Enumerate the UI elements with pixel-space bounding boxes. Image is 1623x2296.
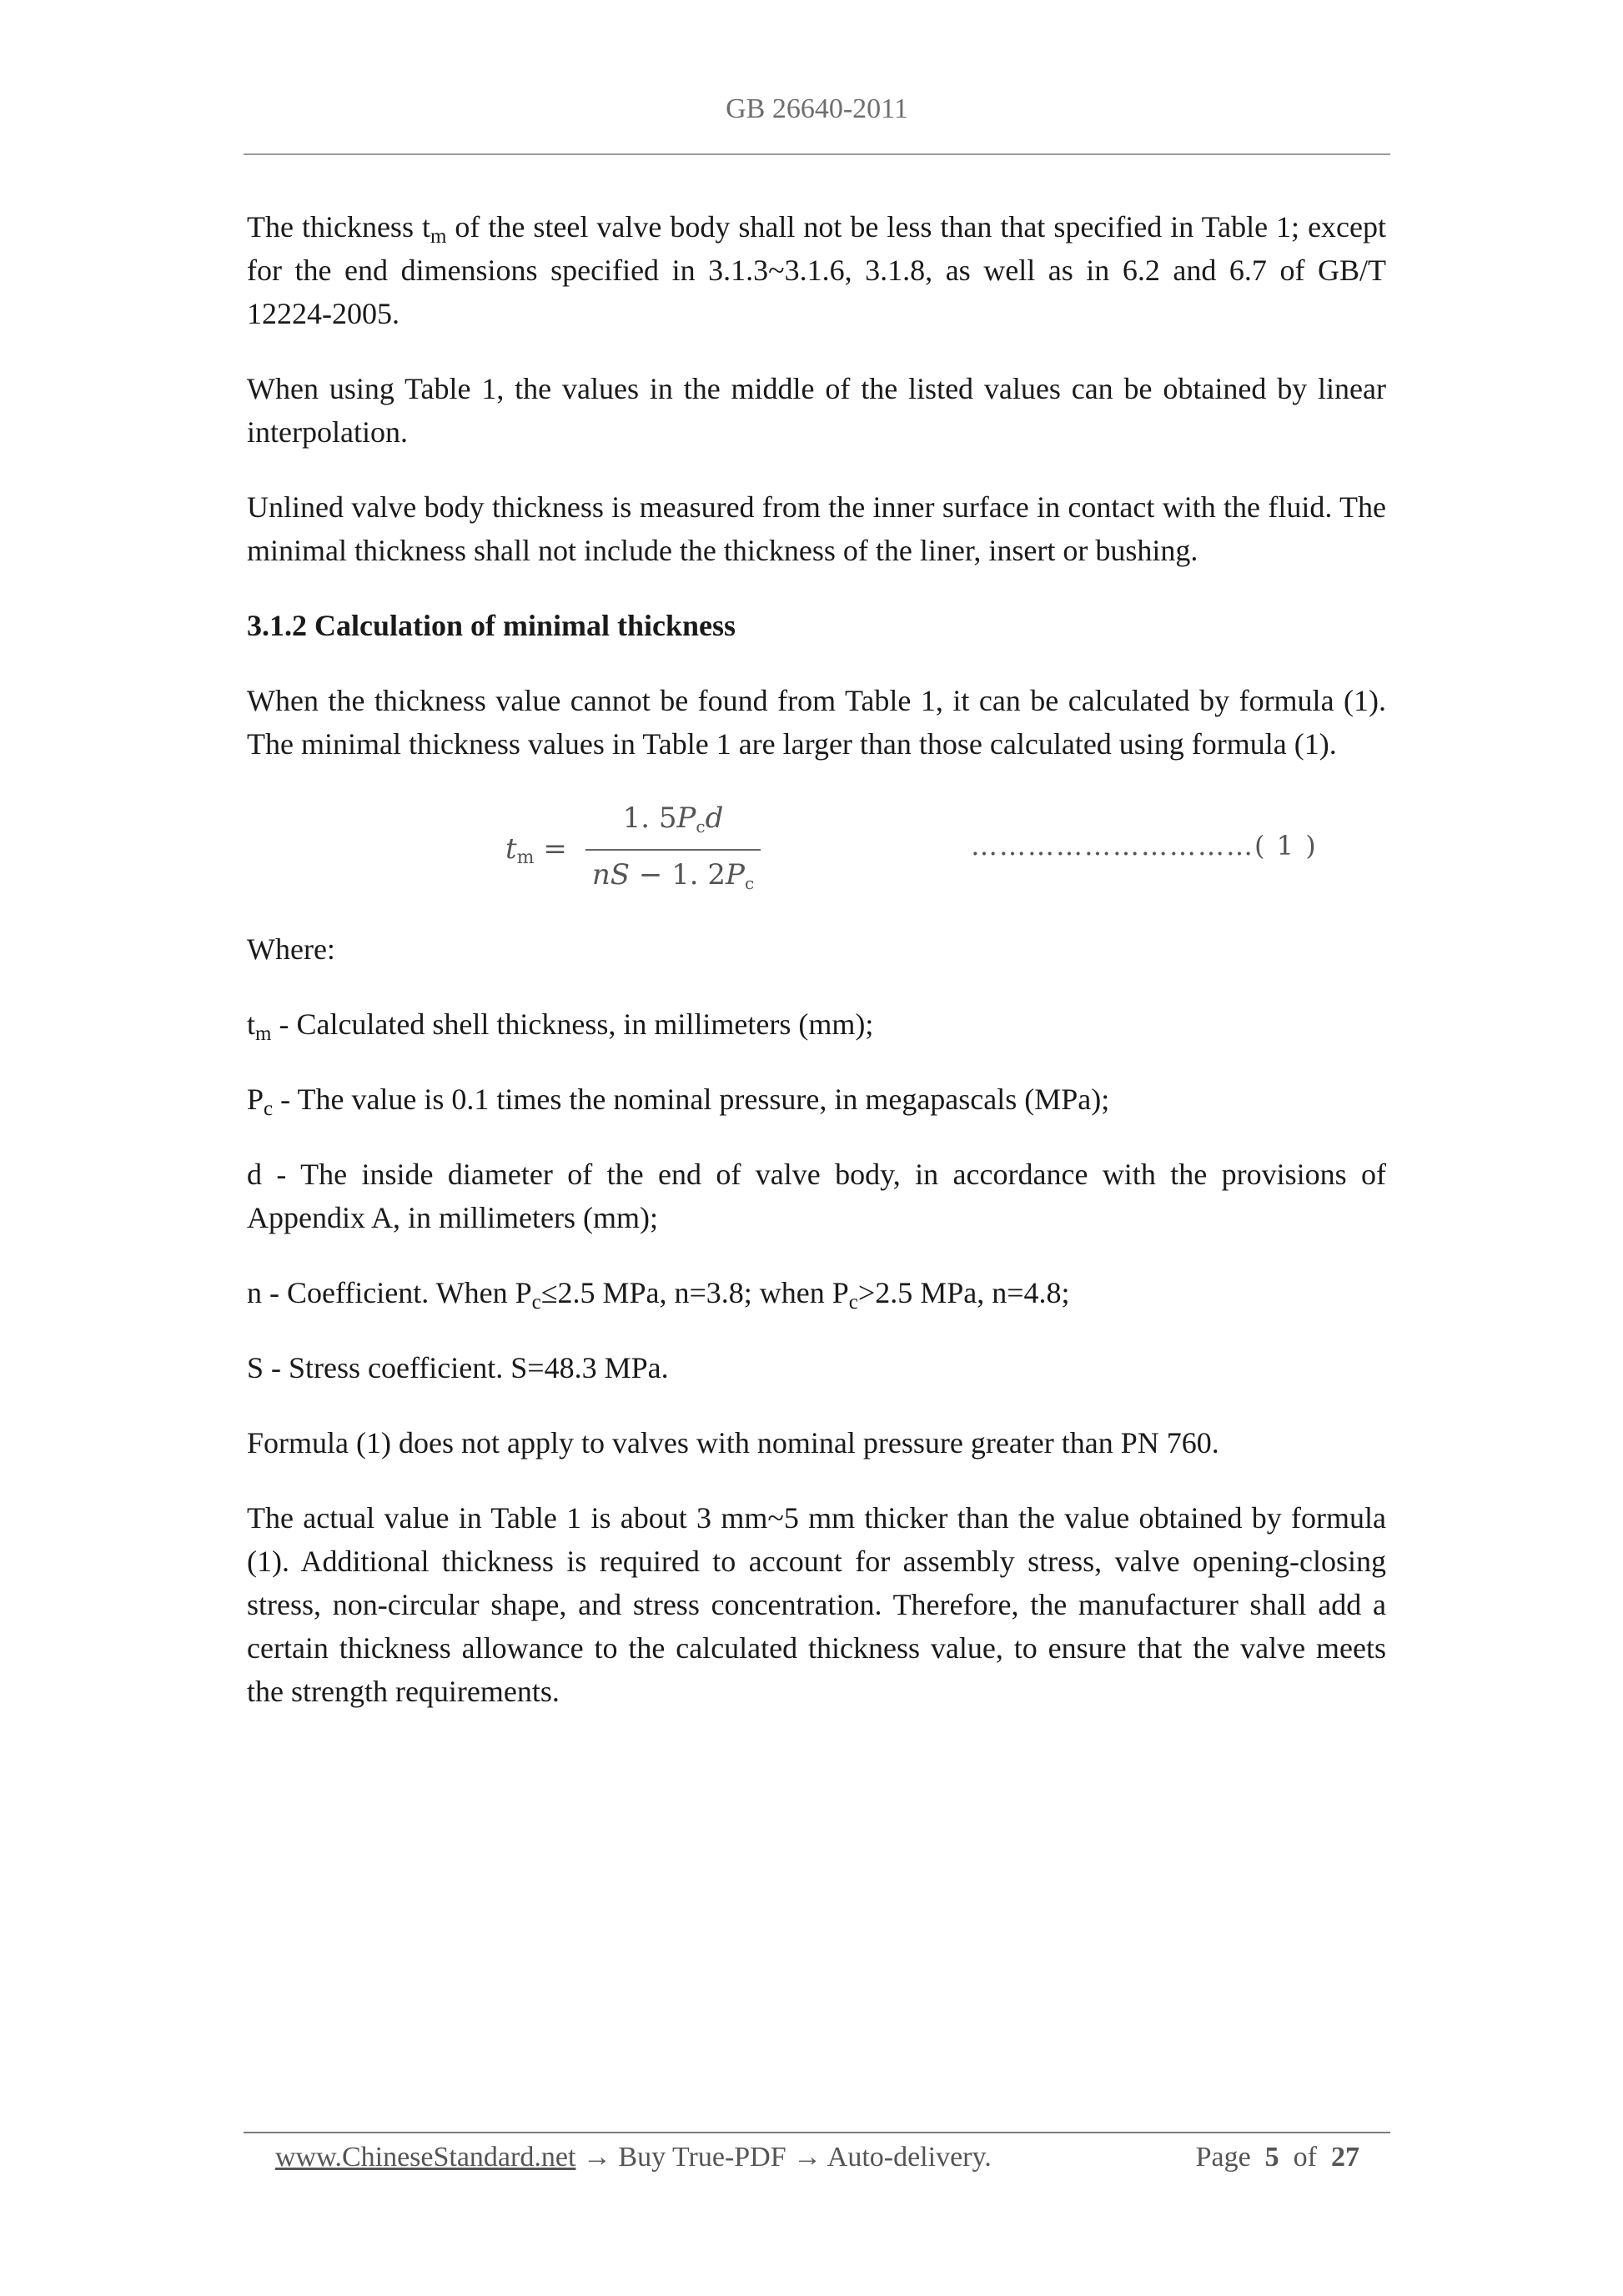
page-label: Page [1195,2142,1251,2173]
formula-subscript: c [744,873,755,893]
formula-subscript: c [696,816,706,837]
subscript: m [255,1022,272,1045]
page-of: of [1293,2142,1317,2173]
header-divider [244,153,1390,155]
formula-coefficient: − 1. 2 [630,858,726,892]
subscript: c [264,1098,274,1120]
fraction-bar [585,849,761,851]
formula-symbol: d [705,801,724,835]
formula-symbol: nS [591,858,631,892]
text: ≤2.5 MPa, n=3.8; when P [540,1276,849,1309]
text: n - Coefficient. When P [247,1276,532,1309]
delivery-text: Auto-delivery. [827,2142,992,2173]
paragraph-thickness-requirement [247,205,1386,335]
page-footer [275,2137,1359,2178]
formula-subscript: m [516,847,535,868]
document-body [247,205,1386,1745]
text: - The value is 0.1 times the nominal pressure, in megapascals (MPa); [273,1083,1110,1116]
definition-tm [247,1002,1386,1046]
footer-divider [244,2132,1390,2133]
formula-lhs [505,827,567,880]
definition-n [247,1271,1386,1314]
text: - Calculated shell thickness, in millimeters (mm); [271,1007,874,1041]
definition-pc [247,1078,1386,1121]
formula-numerator [585,797,761,847]
formula-fraction [585,797,761,904]
text: of the steel valve body shall not be less than that specified in Table 1; except for the end dimensions specified in 3.1.3~3.1.6, 3.1.8, as well as in 6.2 and 6.7 of GB/T 12224-2005. [247,210,1387,330]
formula-symbol: P [726,858,745,892]
section-heading: 3.1.2 Calculation of minimal thickness [247,609,736,642]
formula-symbol: P [676,801,696,835]
paragraph-applicability: Formula (1) does not apply to valves with nominal pressure greater than PN 760. [247,1426,1219,1459]
text: >2.5 MPa, n=4.8; [857,1276,1070,1309]
page-header: GB 26640-2011 [726,93,908,124]
paragraph-interpolation: When using Table 1, the values in the middle of the listed values can be obtained by linear interpolation. [247,372,1386,449]
formula-block [247,797,1386,896]
subscript: c [848,1291,858,1314]
text: The thickness t [247,210,430,244]
formula-symbol: t [505,832,517,866]
symbol: P [247,1083,264,1116]
formula-denominator [585,854,761,904]
definition-s: S - Stress coefficient. S=48.3 MPa. [247,1351,669,1384]
where-label: Where: [247,932,335,966]
formula-equals: = [534,832,567,866]
page-number [1196,2137,1359,2178]
buy-text: Buy True-PDF [618,2142,786,2173]
total-pages: 27 [1331,2142,1359,2173]
arrow-icon: → [786,2142,827,2173]
subscript: c [531,1291,541,1314]
subscript: m [430,225,447,248]
paragraph-unlined-body: Unlined valve body thickness is measured from the inner surface in contact with the fluid. The minimal thickness shall not include the thickness of the liner, insert or bushing. [247,490,1386,567]
website-link[interactable]: www.ChineseStandard.net [275,2142,576,2173]
formula-number: …………………………( 1 ) [971,830,1318,862]
current-page: 5 [1264,2142,1279,2173]
formula-coefficient: 1. 5 [622,801,677,835]
definition-d: d - The inside diameter of the end of valve body, in accordance with the provisions of Appendix A, in millimeters (mm); [247,1158,1386,1234]
paragraph-calculation: When the thickness value cannot be found from Table 1, it can be calculated by formula (1). The minimal thickness values in Table 1 are larger than those calculated using formula (1). [247,684,1386,761]
paragraph-thickness-allowance: The actual value in Table 1 is about 3 mm~5 mm thicker than the value obtained by formula (1). Additional thickness is required to account for assembly stress, valve opening-closing stress, non-circular shape, and stress concentration. Therefore, the manufacturer shall add a certain thickness allowance to the calculated thickness value, to ensure that the valve meets the strength requirements. [247,1501,1386,1708]
arrow-icon: → [575,2142,619,2173]
symbol: t [247,1007,256,1041]
